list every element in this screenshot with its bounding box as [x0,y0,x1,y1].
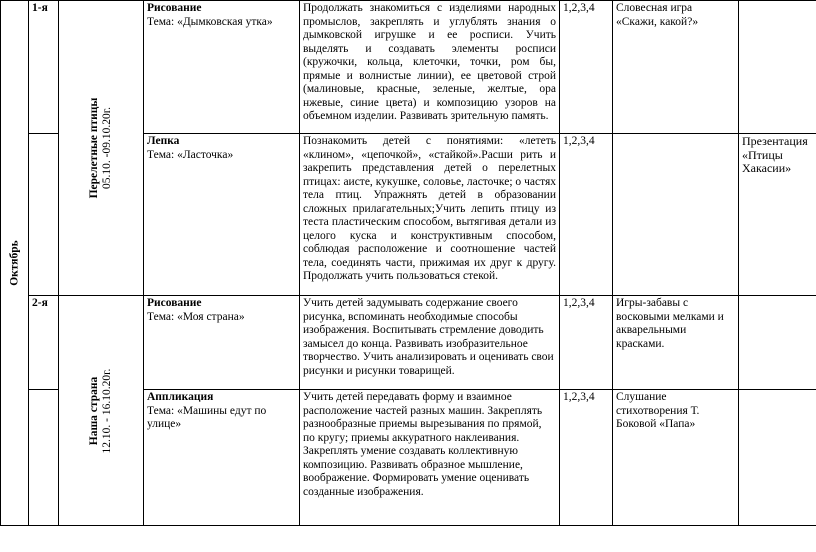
lesson-goals: Учить детей задумывать содержание своего рисунка, вспоминать необходимые способы изображения. Воспитывать стремление доводить замысел до конца. Развивать изобразительное творчество. Учить анализировать и оценивать свои рисунки и рисунки товарищей. [300,296,560,390]
week-theme-cell [59,296,144,526]
lesson-material [739,390,816,526]
week-theme-cell [59,1,144,296]
week-number: 2-я [29,296,59,390]
lesson-subject: Лепка [147,135,180,147]
lesson-material: Презентация «Птицы Хакасии» [739,134,816,296]
lesson-material [739,296,816,390]
lesson-topic: Тема: «Дымковская утка» [147,15,273,28]
lesson-subject: Рисование [147,297,202,309]
lesson-material [739,1,816,134]
lesson-integration: 1,2,3,4 [560,296,613,390]
lesson-subject-cell [144,390,300,526]
table-row [1,296,816,390]
lesson-integration: 1,2,3,4 [560,390,613,526]
lesson-integration: 1,2,3,4 [560,1,613,134]
lesson-subject-cell [144,296,300,390]
lesson-topic: Тема: «Ласточка» [147,148,234,161]
month-label: Октябрь [8,240,20,286]
week-number: 1-я [29,1,59,134]
week-dates: 12.10. - 16.10.20г. [101,368,113,453]
week-theme: Наша страна [88,376,100,445]
joint-activity: Слушание стихотворения Т. Боковой «Папа» [613,390,739,526]
lesson-subject-cell [144,134,300,296]
week-theme: Перелетные птицы [88,97,100,199]
lesson-topic: Тема: «Машины едут по улице» [147,404,267,431]
lesson-goals: Продолжать знакомиться с изделиями народных промыслов, закреплять и углублять знания о дымковской игрушке и ее росписи. Учить выделять и создавать элементы росписи (кружочки, кольца, клеточки, точки, ром бы, прямые и волнистые линии), ее цветовой строй (малиновые, красные, зеленые, желтые, ора нжевые, синие цвета) и композицию узоров на объемном изделии. Развивать зрительную память. [300,1,560,134]
week-dates: 05.10. -09.10.20г. [101,107,113,190]
week-number-empty [29,390,59,526]
lesson-goals: Познакомить детей с понятиями: «лететь «клином», «цепочкой», «стайкой».Расши рить и закрепить представления детей о перелетных птицах: аисте, кукушке, соловье, ласточке; о частях тела птиц. Упражнять детей в образовании сложных прилагательных;Учить лепить птицу из теста пластическим способом, вытягивая детали из целого куска и конструктивным способом, соблюдая расположение и соотношение частей тела, соединять части, прижимая их друг к другу. Продолжать учить пользоваться стекой. [300,134,560,296]
month-cell [1,1,29,526]
joint-activity: Игры-забавы с восковыми мелками и акварельными красками. [613,296,739,390]
week-number-empty [29,134,59,296]
lesson-goals: Учить детей передавать форму и взаимное расположение частей разных машин. Закреплять разнообразные приемы вырезывания по прямой, по кругу; приемы аккуратного наклеивания. Закреплять умение создавать коллективную композицию. Развивать образное мышление, воображение. Формировать умение оценивать созданные изображения. [300,390,560,526]
lesson-topic: Тема: «Моя страна» [147,310,245,323]
table-row [1,1,816,134]
joint-activity: Словесная игра «Скажи, какой?» [613,1,739,134]
lesson-subject: Аппликация [147,391,214,404]
lesson-subject-cell [144,1,300,134]
joint-activity [613,134,739,296]
lesson-subject: Рисование [147,2,202,14]
lesson-integration: 1,2,3,4 [560,134,613,296]
